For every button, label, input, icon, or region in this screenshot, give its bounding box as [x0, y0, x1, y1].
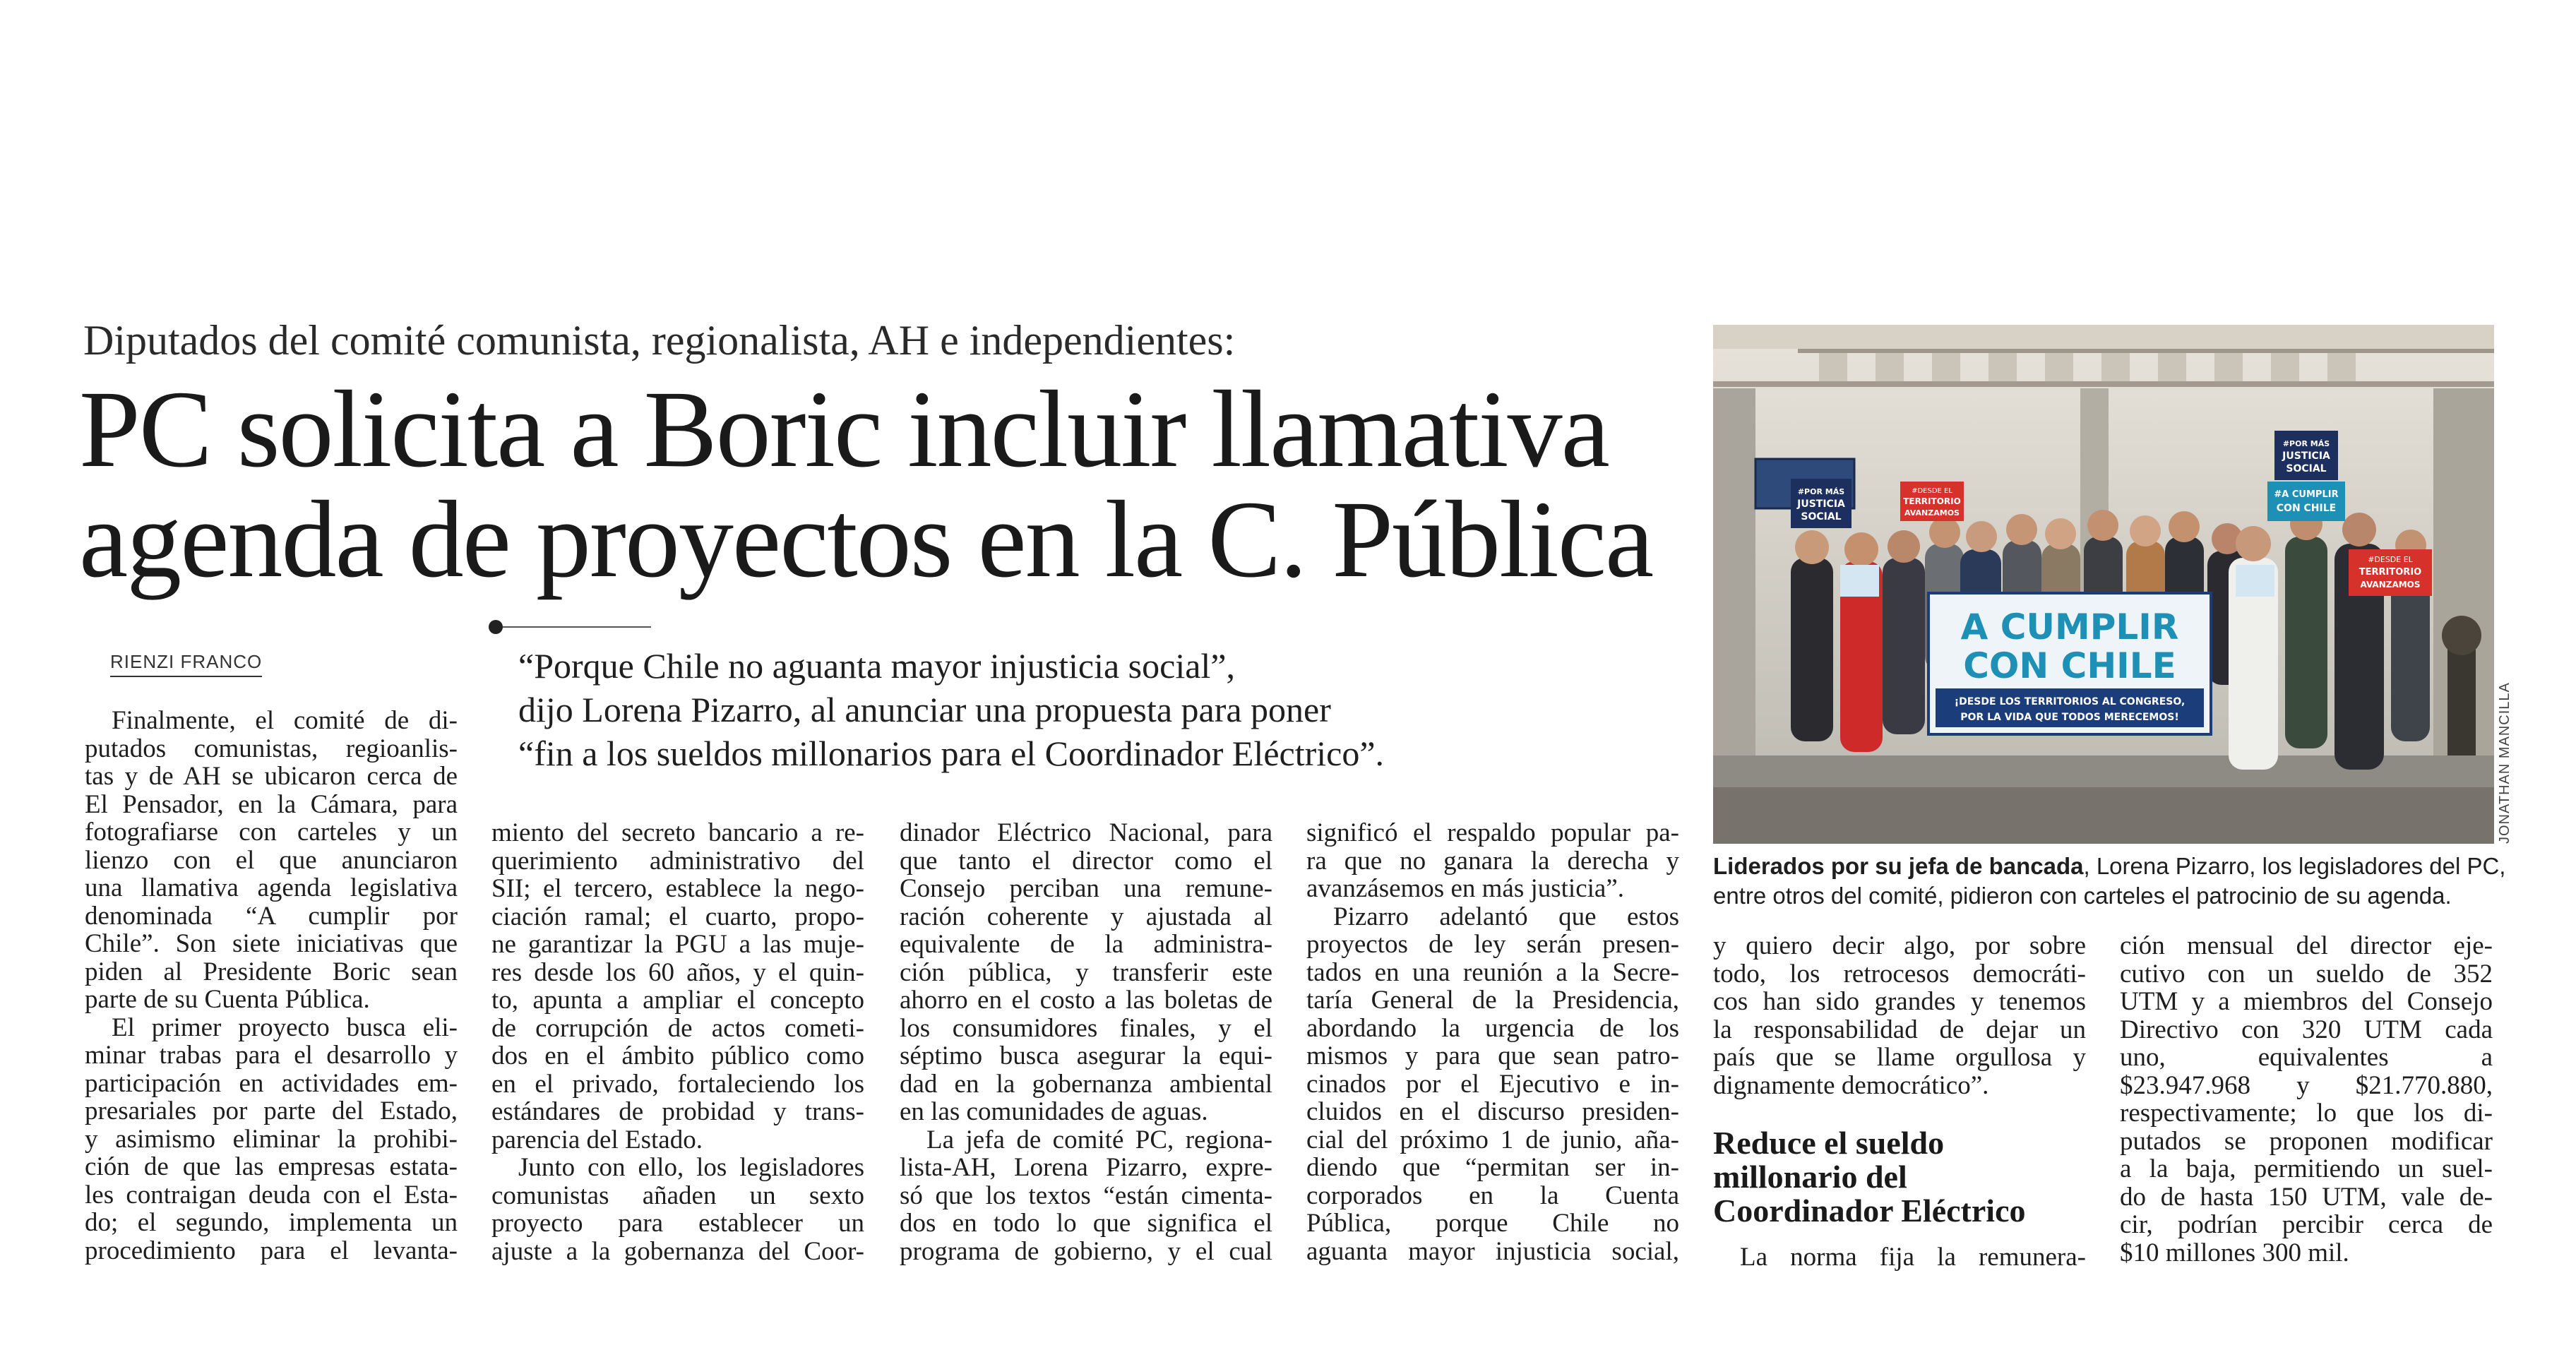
quote-marker-icon: [489, 620, 644, 634]
headline: [79, 368, 1703, 600]
text-line: Pública, porque Chile no: [1306, 1209, 1679, 1238]
body-column-3: [900, 819, 1272, 1265]
text-line: ración coherente y ajustada al: [900, 902, 1272, 931]
sign-territorio-b-line-3: AVANZAMOS: [2360, 580, 2421, 590]
text-line: dos en todo lo que significa el: [900, 1209, 1272, 1238]
text-line: dad en la gobernanza ambiental: [900, 1069, 1272, 1099]
caption-lead: Liderados por su jefa de bancada: [1713, 853, 2084, 879]
text-line: $10 millones 300 mil.: [2120, 1238, 2349, 1267]
caption-line-1-rest: , Lorena Pizarro, los legisladores del PC,: [2083, 853, 2506, 879]
text-line: Directivo con 320 UTM cada: [2120, 1015, 2493, 1044]
text-line: ra que no ganara la derecha y: [1306, 846, 1679, 876]
text-line: cutivo con un sueldo de 352: [2120, 959, 2493, 988]
text-line: presariales por parte del Estado,: [85, 1097, 458, 1125]
subheading-line: Coordinador Eléctrico: [1713, 1193, 2026, 1229]
pull-quote-line: dijo Lorena Pizarro, al anunciar una propuesta para poner: [518, 690, 1331, 729]
text-line: ción pública, y transferir este: [900, 957, 1272, 987]
body-column-4: [1306, 819, 1679, 1265]
pull-quote-line: “fin a los sueldos millonarios para el Coordinador Eléctrico”.: [518, 734, 1385, 773]
text-line: to, apunta a ampliar el concepto: [491, 986, 864, 1015]
text-line: ción de que las empresas estata-: [85, 1152, 458, 1181]
text-line: SII; el tercero, establece la nego-: [491, 874, 864, 903]
banner-subline-2: POR LA VIDA QUE TODOS MERECEMOS!: [1960, 712, 2179, 723]
sign-territorio-b-line-1: #DESDE EL: [2368, 555, 2413, 564]
photo-illustration: [1713, 325, 2494, 844]
text-line: abordando la urgencia de los: [1306, 1013, 1679, 1043]
text-line: res desde los 60 años, y el quin-: [491, 957, 864, 987]
text-line: estándares de probidad y trans-: [491, 1097, 864, 1126]
text-line: comunistas añaden un sexto: [491, 1181, 864, 1210]
text-line: putados se proponen modificar: [2120, 1126, 2493, 1156]
photo-caption: [1713, 852, 2518, 911]
caption-line-1: [1713, 852, 2518, 881]
sign-justicia-b-line-3: SOCIAL: [2286, 463, 2327, 474]
text-line: cial del próximo 1 de junio, aña-: [1306, 1125, 1679, 1154]
banner-subline-1: ¡DESDE LOS TERRITORIOS AL CONGRESO,: [1954, 696, 2186, 707]
text-line: minar trabas para el desarrollo y: [85, 1041, 458, 1070]
text-line: dignamente democrático”.: [1713, 1070, 1989, 1100]
text-line: Junto con ello, los legisladores: [518, 1153, 864, 1182]
sign-justicia-b-line-1: #POR MÁS: [2282, 439, 2330, 448]
text-line: en las comunidades de aguas.: [900, 1097, 1208, 1126]
subheading-line: Reduce el sueldo: [1713, 1125, 1945, 1161]
text-line: ne garantizar la PGU a las muje-: [491, 930, 864, 959]
subheading-line: millonario del: [1713, 1159, 1907, 1195]
text-line: só que los textos “están cimenta-: [900, 1181, 1272, 1210]
text-line: UTM y a miembros del Consejo: [2120, 987, 2493, 1016]
body-column-2: [491, 819, 864, 1265]
text-line: parte de su Cuenta Pública.: [85, 985, 370, 1014]
text-line: ciación ramal; el cuarto, propo-: [491, 902, 864, 931]
sign-territorio-b-line-2: TERRITORIO: [2359, 567, 2422, 578]
text-line: equivalente de la administra-: [900, 930, 1272, 959]
text-line: y asimismo eliminar la prohibi-: [85, 1124, 458, 1154]
text-line: fotografiarse con carteles y un: [85, 818, 458, 847]
text-line: ajuste a la gobernanza del Coor-: [491, 1236, 864, 1266]
text-line: putados comunistas, regioanlis-: [85, 734, 458, 763]
banner-line-2: CON CHILE: [1963, 645, 2176, 686]
sign-cumplir-line-1: #A CUMPLIR: [2274, 489, 2339, 500]
sign-justicia-line-1: #POR MÁS: [1797, 487, 1845, 496]
text-line: $23.947.968 y $21.770.880,: [2120, 1070, 2493, 1100]
news-photo: [1713, 325, 2494, 844]
caption-line-2: entre otros del comité, pidieron con carteles el patrocinio de su agenda.: [1713, 883, 2452, 909]
text-line: ción mensual del director eje-: [2120, 931, 2493, 960]
text-line: miento del secreto bancario a re-: [491, 818, 864, 847]
text-line: procedimiento para el levanta-: [85, 1236, 458, 1265]
text-line: La norma fija la remunera-: [1740, 1243, 2086, 1272]
text-line: la responsabilidad de dejar un: [1713, 1015, 2086, 1044]
sign-territorio-a-line-2: TERRITORIO: [1903, 496, 1961, 506]
sign-territorio-a-line-3: AVANZAMOS: [1904, 508, 1960, 518]
sign-cumplir-line-2: CON CHILE: [2276, 503, 2337, 514]
text-line: respectivamente; lo que los di-: [2120, 1099, 2493, 1128]
body-column-1: [85, 707, 458, 1265]
body-column-6: [2120, 932, 2493, 1267]
text-line: tas y de AH se ubicaron cerca de: [85, 762, 458, 791]
text-line: do; el segundo, implementa un: [85, 1208, 458, 1237]
text-line: diendo que “permitan ser in-: [1306, 1153, 1679, 1182]
banner: [1928, 593, 2211, 734]
text-line: y quiero decir algo, por sobre: [1713, 931, 2086, 960]
text-line: les contraigan deuda con el Esta-: [85, 1180, 458, 1209]
pull-quote: [518, 644, 1634, 775]
sign-justicia-line-3: SOCIAL: [1801, 511, 1842, 522]
text-line: mismos y para que sean patro-: [1306, 1041, 1679, 1070]
headline-line-1: PC solicita a Boric incluir llamativa: [79, 368, 1609, 490]
text-line: dinador Eléctrico Nacional, para: [900, 818, 1272, 847]
text-line: Consejo perciban una remune-: [900, 874, 1272, 903]
text-line: tados en una reunión a la Secre-: [1306, 957, 1679, 987]
text-line: una llamativa agenda legislativa: [85, 873, 458, 902]
sign-territorio-a-line-1: #DESDE EL: [1912, 487, 1952, 495]
kicker: Diputados del comité comunista, regionalista, AH e independientes:: [83, 317, 1236, 364]
text-line: a la baja, permitiendo un suel-: [2120, 1154, 2493, 1183]
text-line: todo, los retrocesos democráti-: [1713, 959, 2086, 988]
text-line: uno, equivalentes a: [2120, 1043, 2493, 1072]
text-line: séptimo busca asegurar la equi-: [900, 1041, 1272, 1070]
text-line: piden al Presidente Boric sean: [85, 957, 458, 986]
text-line: taría General de la Presidencia,: [1306, 986, 1679, 1015]
text-line: Chile”. Son siete iniciativas que: [85, 929, 458, 958]
text-line: lista-AH, Lorena Pizarro, expre-: [900, 1153, 1272, 1182]
text-line: en el privado, fortaleciendo los: [491, 1069, 864, 1099]
text-line: dos en el ámbito público como: [491, 1041, 864, 1070]
text-line: corporados en la Cuenta: [1306, 1181, 1679, 1210]
text-line: do de hasta 150 UTM, vale de-: [2120, 1182, 2493, 1212]
text-line: El primer proyecto busca eli-: [112, 1012, 458, 1042]
photo-credit: JONATHAN MANCILLA: [2497, 682, 2512, 844]
text-line: cos han sido grandes y tenemos: [1713, 987, 2086, 1016]
sign-justicia-line-2: JUSTICIA: [1797, 498, 1845, 510]
text-line: cir, podrían percibir cerca de: [2120, 1210, 2493, 1239]
subheading: [1713, 1126, 2086, 1228]
text-line: Pizarro adelantó que estos: [1333, 902, 1679, 931]
text-line: aguanta mayor injusticia social,: [1306, 1236, 1679, 1266]
pull-quote-line: “Porque Chile no aguanta mayor injusticia social”,: [518, 646, 1235, 686]
text-line: cinados por el Ejecutivo e in-: [1306, 1069, 1679, 1099]
text-line: proyectos de ley serán presen-: [1306, 930, 1679, 959]
text-line: La jefa de comité PC, regiona-: [926, 1125, 1272, 1154]
text-line: los consumidores finales, y el: [900, 1013, 1272, 1043]
text-line: ahorro en el costo a las boletas de: [900, 986, 1272, 1015]
text-line: país que se llame orgullosa y: [1713, 1043, 2086, 1072]
byline: RIENZI FRANCO: [110, 651, 262, 677]
text-line: significó el respaldo popular pa-: [1306, 818, 1679, 847]
text-line: querimiento administrativo del: [491, 846, 864, 876]
text-line: participación en actividades em-: [85, 1068, 458, 1098]
sign-justicia-b-line-2: JUSTICIA: [2282, 450, 2330, 462]
text-line: avanzásemos en más justicia”.: [1306, 874, 1624, 903]
text-line: que tanto el director como el: [900, 846, 1272, 876]
headline-line-2: agenda de proyectos en la C. Pública: [79, 478, 1653, 600]
text-line: de corrupción de actos cometi-: [491, 1013, 864, 1043]
text-line: Finalmente, el comité de di-: [112, 706, 458, 735]
text-line: proyecto para establecer un: [491, 1209, 864, 1238]
banner-line-1: A CUMPLIR: [1960, 607, 2179, 647]
text-line: denominada “A cumplir por: [85, 901, 458, 931]
text-line: parencia del Estado.: [491, 1125, 703, 1154]
body-column-5: [1713, 932, 2086, 1272]
text-line: El Pensador, en la Cámara, para: [85, 789, 458, 819]
text-line: programa de gobierno, y el cual: [900, 1236, 1272, 1266]
text-line: lienzo con el que anunciaron: [85, 845, 458, 875]
text-line: cluidos en el discurso presiden-: [1306, 1097, 1679, 1126]
